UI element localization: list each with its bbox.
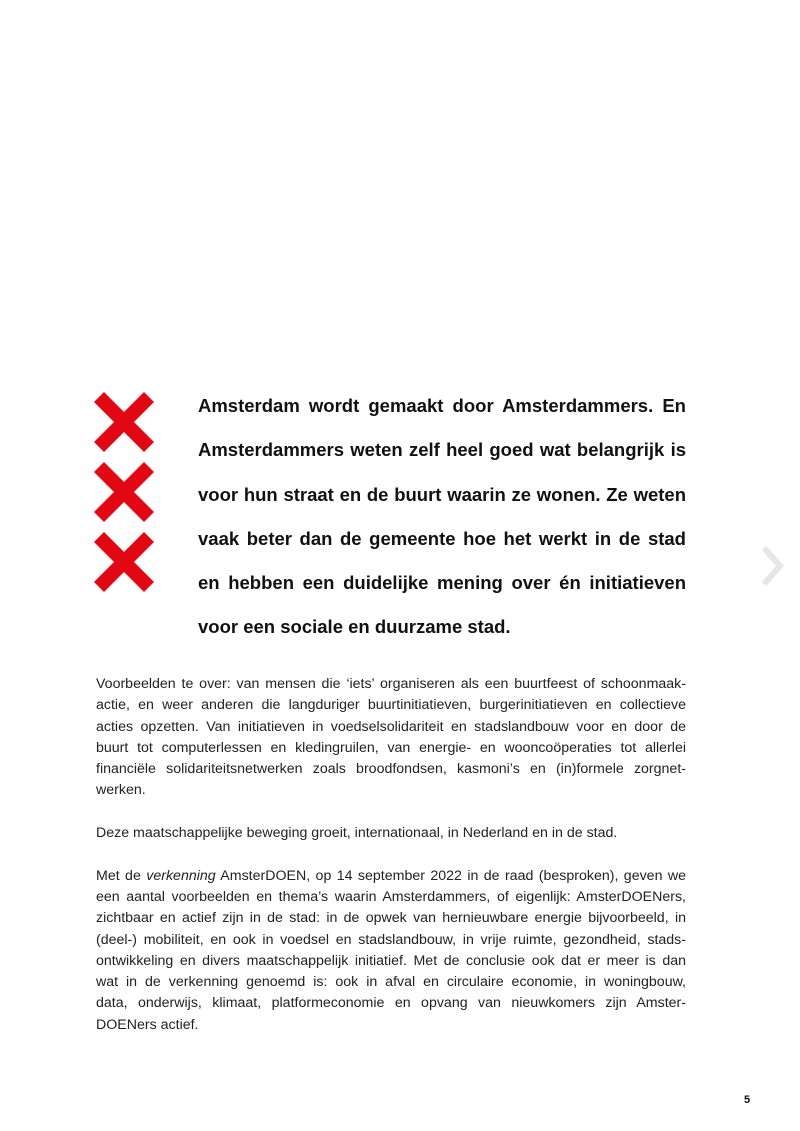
text-line (96, 866, 686, 887)
text-line: Deze maatschappelijke beweging groeit, internationaal, in Nederland en in de stad. (96, 825, 618, 842)
chevron-right-icon[interactable] (760, 546, 784, 586)
paragraph-movement (96, 823, 686, 844)
cross-icon (94, 392, 154, 452)
text-run: AmsterDOEN, op 14 september 2022 in de raad (besproken), geven we (215, 867, 686, 884)
text-line: Voorbeelden te over: van mensen die ‘iets’ organiseren als een buurtfeest of schoonmaak- (96, 676, 686, 692)
text-line: zichtbaar en actief zijn in de stad: in de opwek van hernieuwbare energie bijvoorbeeld, in (96, 910, 686, 927)
quote-line: voor een sociale en duurzame stad. (198, 616, 511, 638)
amsterdam-crosses-emblem (94, 392, 154, 602)
paragraph-examples (96, 674, 686, 802)
text-line: buurt tot computerlessen en kledingruilen, van energie- en wooncoöperaties tot allerlei (96, 739, 686, 756)
text-line: data, onderwijs, klimaat, platformeconomie en opvang van nieuwkomers zijn Amster- (96, 995, 686, 1012)
text-line: ontwikkeling en divers maatschappelijk initiatief. Met de conclusie ook dat er meer is dan (96, 952, 686, 969)
pull-quote (198, 384, 686, 650)
text-line: DOENers actief. (96, 1016, 199, 1033)
quote-line: Amsterdam wordt gemaakt door Amsterdammers. En (198, 395, 686, 416)
cross-icon (94, 532, 154, 592)
paragraph-verkenning (96, 866, 686, 1036)
page-number: 5 (744, 1094, 751, 1106)
quote-line: voor hun straat en de buurt waarin ze wonen. Ze weten (198, 483, 686, 505)
text-line: wat in de verkenning genoemd is: ook in afval en circulaire economie, in woningbouw, (96, 974, 686, 991)
text-line: (deel-) mobiliteit, en ook in voedsel en stadslandbouw, in vrije ruimte, gezondheid, stads- (96, 931, 686, 948)
body-text (96, 674, 686, 1057)
cross-icon (94, 462, 154, 522)
quote-line: Amsterdammers weten zelf heel goed wat belangrijk is (198, 439, 686, 461)
text-line: een aantal voorbeelden en thema’s waarin Amsterdammers, of eigenlijk: AmsterDOENers, (96, 888, 686, 905)
quote-line: vaak beter dan de gemeente hoe het werkt in de stad (198, 527, 686, 549)
text-line: werken. (96, 782, 146, 799)
italic-term: verkenning (146, 867, 216, 884)
text-line: acties opzetten. Van initiatieven in voedselsolidariteit en stadslandbouw voor en door de (96, 718, 686, 735)
text-line: financiële solidariteitsnetwerken zoals broodfondsen, kasmoni’s en (in)formele zorgnet- (96, 761, 686, 778)
text-line: actie, en weer anderen die langduriger buurtinitiatieven, burgerinitiatieven en collectieve (96, 697, 686, 714)
text-run: Met de (96, 867, 147, 884)
quote-line: en hebben een duidelijke mening over én initiatieven (198, 572, 686, 594)
